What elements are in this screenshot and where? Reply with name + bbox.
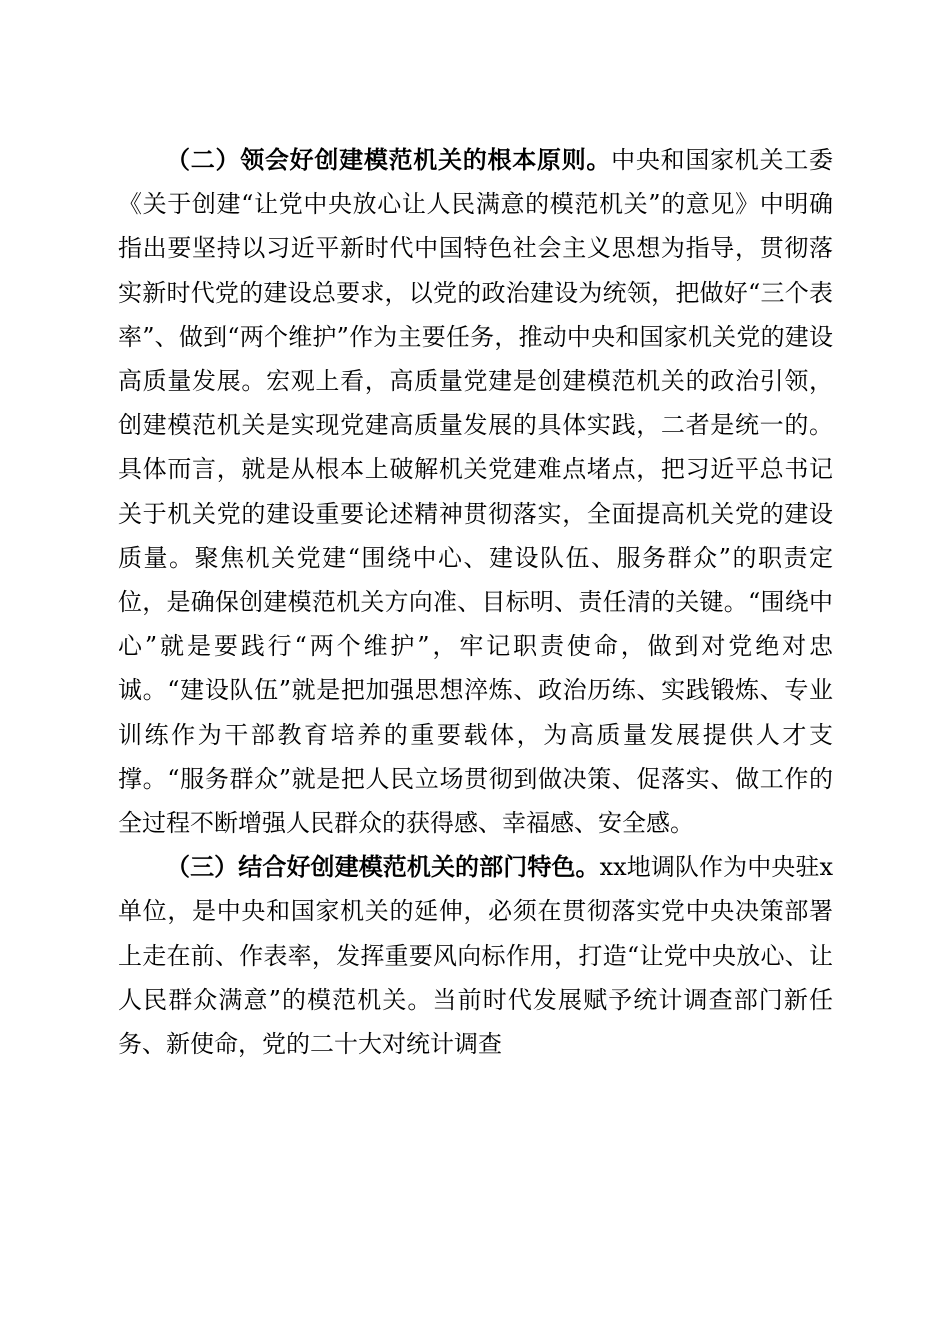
- paragraph-heading: （三）结合好创建模范机关的部门特色。: [166, 852, 600, 882]
- paragraph-heading: （二）领会好创建模范机关的根本原则。: [166, 145, 612, 174]
- paragraph-text: 中央和国家机关工委《关于创建“让党中央放心让人民满意的模范机关”的意见》中明确指出要坚持以习近平新时代中国特色社会主义思想为指导，贯彻落实新时代党的建设总要求，以党的政治建设为统领，把做好“三个表率”、做到“两个维护”作为主要任务，推动中央和国家机关党的建设高质量发展。宏观上看，高质量党建是创建模范机关的政治引领，创建模范机关是实现党建高质量发展的具体实践，二者是统一的。具体而言，就是从根本上破解机关党建难点堵点，把习近平总书记关于机关党的建设重要论述精神贯彻落实，全面提高机关党的建设质量。聚焦机关党建“围绕中心、建设队伍、服务群众”的职责定位，是确保创建模范机关方向准、目标明、责任清的关键。“围绕中心”就是要践行“两个维护”，牢记职责使命，做到对党绝对忠诚。“建设队伍”就是把加强思想淬炼、政治历练、实践锻炼、专业训练作为干部教育培养的重要载体，为高质量发展提供人才支撑。“服务群众”就是把人民立场贯彻到做决策、促落实、做工作的全过程不断增强人民群众的获得感、幸福感、安全感。: [118, 146, 834, 838]
- document-body: [118, 138, 833, 1066]
- paragraph-text: xx地调队作为中央驻x单位，是中央和国家机关的延伸，必须在贯彻落实党中央决策部署上走在前、作表率，发挥重要风向标作用，打造“让党中央放心、让人民群众满意”的模范机关。当前时代发展赋予统计调查部门新任务、新使命，党的二十大对统计调查: [118, 853, 833, 1059]
- paragraph-department-features: [118, 845, 833, 1066]
- paragraph-principles: [118, 138, 833, 845]
